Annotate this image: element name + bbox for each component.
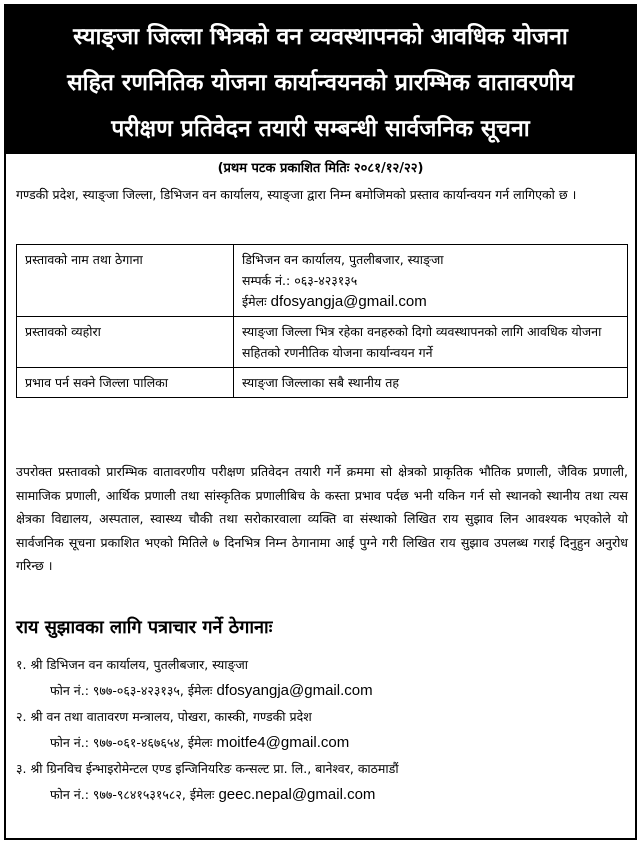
contact-email: dfosyangja@gmail.com — [216, 682, 373, 699]
table-value-cell: स्याङ्जा जिल्ला भित्र रहेका वनहरुको दिगो व्यवस्थापनको लागि आवधिक योजना सहितको रणनीतिक योजना कार्यान्वयन गर्ने — [234, 317, 628, 368]
contact-phone: फोन नं.: ९७७-०६३-४२३१३५, ईमेलः — [50, 683, 213, 698]
office-address: डिभिजन वन कार्यालय, पुतलीबजार, स्याङ्जा — [242, 252, 444, 267]
contact-phone-line — [16, 782, 628, 808]
contact-name: १. श्री डिभिजन वन कार्यालय, पुतलीबजार, स्याङ्जा — [16, 657, 248, 672]
table-row — [17, 368, 628, 398]
table-label-cell: प्रभाव पर्न सक्ने जिल्ला पालिका — [17, 368, 234, 398]
table-label-cell: प्रस्तावको व्यहोरा — [17, 317, 234, 368]
notice-body — [4, 154, 637, 840]
intro-text: गण्डकी प्रदेश, स्याङ्जा जिल्ला, डिभिजन वन कार्यालय, स्याङ्जा द्वारा निम्न बमोजिमको प्रस्ताव कार्यान्वयन गर्न लागिएको छ । — [16, 187, 577, 202]
body-paragraph: उपरोक्त प्रस्तावको प्रारम्भिक वातावरणीय परीक्षण प्रतिवेदन तयारी गर्ने क्रममा सो क्षेत्रको प्राकृतिक भौतिक प्रणाली, जैविक प्रणाली, सामाजिक प्रणाली, आर्थिक प्रणाली तथा सांस्कृतिक प्रणालीबिच के कस्ता प्रभाव पर्दछ भनी यकिन गर्न सो स्थानको स्थानीय तथा त्यस क्षेत्रका विद्यालय, अस्पताल, स्वास्थ्य चौकी तथा सरोकारवाला व्यक्ति वा संस्थाको लिखित राय सुझाव लिन आवश्यक भएकोले यो सार्वजनिक सूचना प्रकाशित भएको मितिले ७ दिनभित्र निम्न ठेगानामा आई पुग्ने गरी लिखित राय सुझाव उपलब्ध गराई दिनुहुन अनुरोध गरिन्छ । — [16, 464, 628, 573]
office-email-line — [242, 291, 619, 312]
table-value-cell: स्याङ्जा जिल्लाका सबै स्थानीय तह — [234, 368, 628, 398]
contact-name: ३. श्री ग्रिनविच ईन्भाइरोमेन्टल एण्ड इन्जिनियरिङ कन्सल्ट प्रा. लि., बानेश्वर, काठमाडौं — [16, 761, 399, 776]
contact-phone-line — [16, 678, 628, 704]
contact-phone: फोन नं.: ९७७-०६१-४६७६५४, ईमेलः — [50, 735, 213, 750]
title-line-3: परीक्षण प्रतिवेदन तयारी सम्बन्धी सार्वजनिक सूचना — [111, 116, 530, 142]
title-banner — [4, 4, 637, 154]
email-label: ईमेलः — [242, 294, 267, 309]
contact-email: moitfe4@gmail.com — [216, 734, 350, 751]
contact-name: २. श्री वन तथा वातावरण मन्त्रालय, पोखरा, कास्की, गण्डकी प्रदेश — [16, 709, 312, 724]
title-line-1: स्याङ्जा जिल्ला भित्रको वन व्यवस्थापनको आवधिक योजना — [73, 24, 568, 50]
contact-phone-line — [16, 730, 628, 756]
table-label-cell: प्रस्तावको नाम तथा ठेगाना — [17, 245, 234, 317]
title-line-2: सहित रणनितिक योजना कार्यान्वयनको प्रारम्भिक वातावरणीय — [67, 70, 574, 96]
table-row — [17, 245, 628, 317]
proposal-table — [16, 244, 628, 398]
office-email: dfosyangja@gmail.com — [270, 293, 427, 310]
publication-date: (प्रथम पटक प्रकाशित मितिः २०८१/१२/२२) — [217, 161, 424, 176]
contacts-heading: राय सुझावका लागि पत्राचार गर्ने ठेगानाः — [16, 617, 273, 638]
contact-email: geec.nepal@gmail.com — [218, 786, 376, 803]
contact-list — [16, 652, 628, 808]
office-contact: सम्पर्क नं.: ०६३-४२३१३५ — [242, 273, 358, 288]
table-value-cell — [234, 245, 628, 317]
table-row — [17, 317, 628, 368]
contact-phone: फोन नं.: ९७७-९८४१५३१५८२, ईमेलः — [50, 787, 215, 802]
